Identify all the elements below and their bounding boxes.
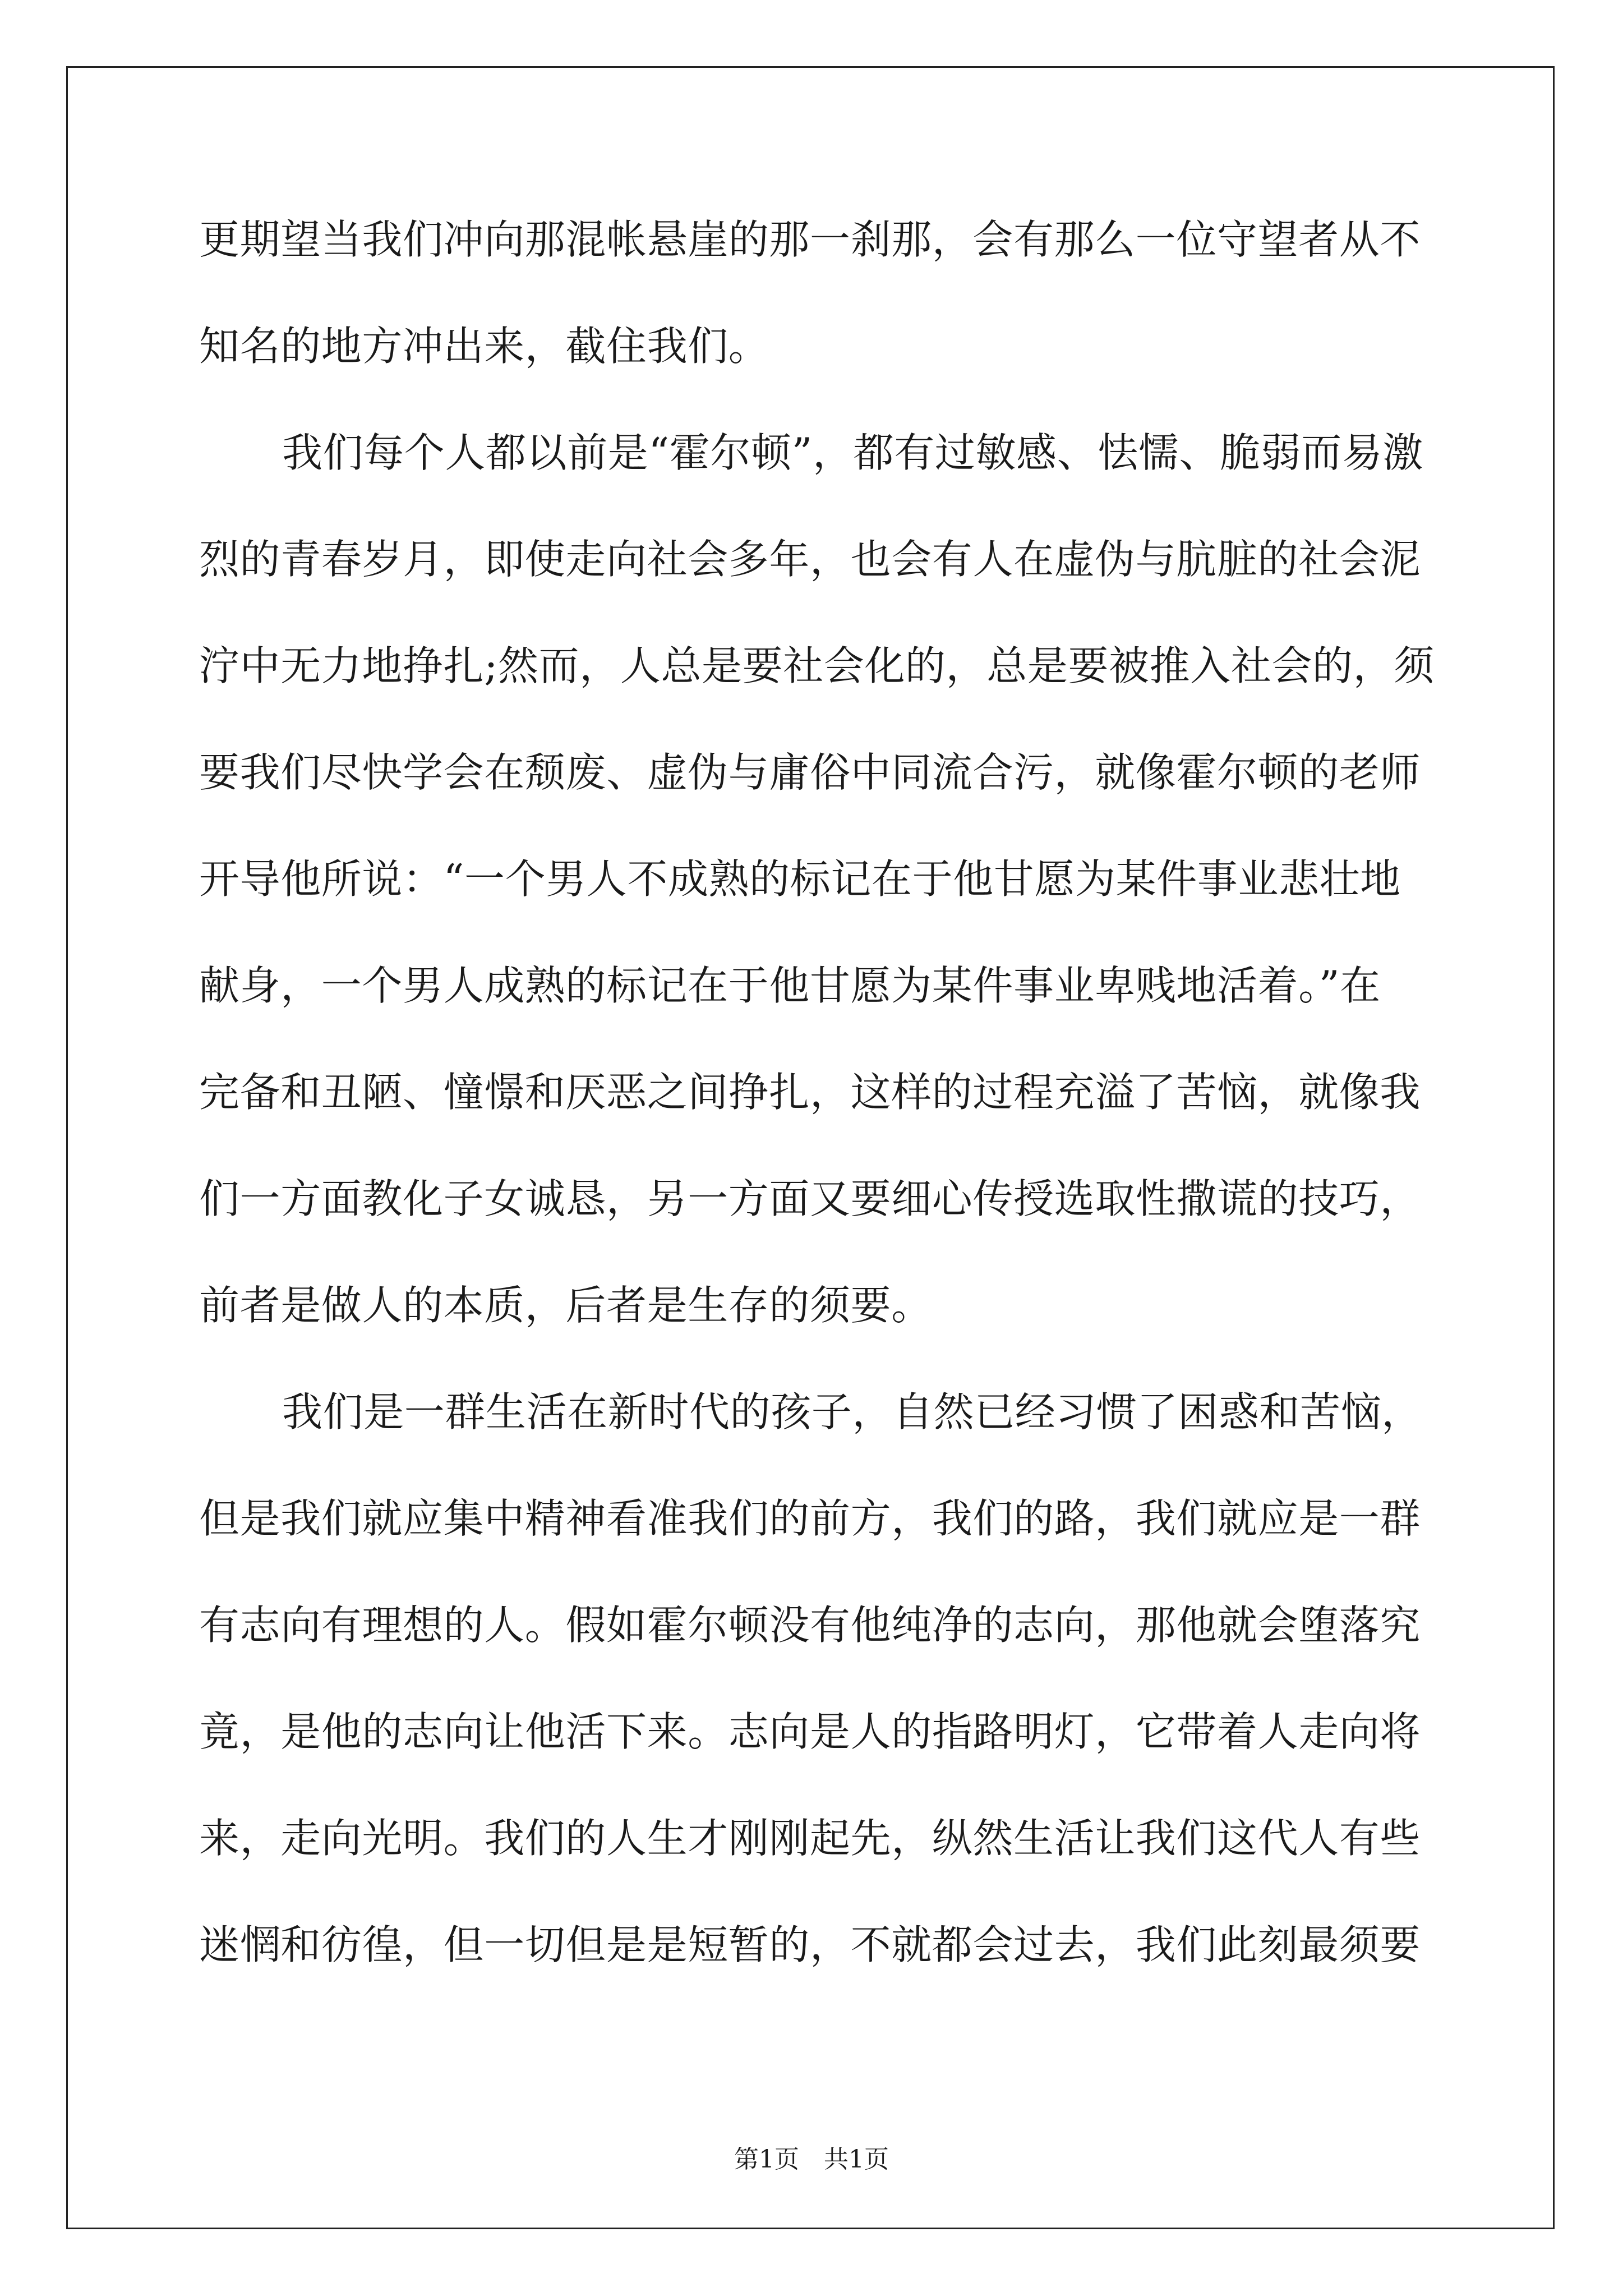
- page-footer: [0, 2143, 1623, 2177]
- page-total: 共1页: [824, 2145, 889, 2174]
- text-line: 更期望当我们冲向那混帐悬崖的那一刹那，会有那么一位守望者从不: [199, 216, 1421, 263]
- text-line: 前者是做人的本质，后者是生存的须要。: [199, 1282, 932, 1329]
- text-line: 竟，是他的志向让他活下来。志向是人的指路明灯，它带着人走向将: [199, 1708, 1421, 1755]
- text-line: 烈的青春岁月，即使走向社会多年，也会有人在虚伪与肮脏的社会泥: [199, 536, 1421, 583]
- text-line: 献身，一个男人成熟的标记在于他甘愿为某件事业卑贱地活着。”在: [199, 962, 1381, 1009]
- page-number: 第1页: [734, 2145, 799, 2174]
- text-line: 泞中无力地挣扎;然而，人总是要社会化的，总是要被推入社会的，须: [199, 642, 1435, 689]
- text-line: 们一方面教化子女诚恳，另一方面又要细心传授选取性撒谎的技巧，: [199, 1175, 1421, 1222]
- paragraph-start-line: 我们是一群生活在新时代的孩子，自然已经习惯了困惑和苦恼，: [282, 1388, 1422, 1435]
- text-line: 来，走向光明。我们的人生才刚刚起先，纵然生活让我们这代人有些: [199, 1815, 1421, 1862]
- paragraph-start-line: 我们每个人都以前是“霍尔顿”，都有过敏感、怯懦、脆弱而易激: [282, 429, 1424, 476]
- text-line: 有志向有理想的人。假如霍尔顿没有他纯净的志向，那他就会堕落究: [199, 1602, 1421, 1649]
- text-line: 但是我们就应集中精神看准我们的前方，我们的路，我们就应是一群: [199, 1495, 1421, 1542]
- text-line: 知名的地方冲出来，截住我们。: [199, 323, 769, 370]
- text-line: 开导他所说：“一个男人不成熟的标记在于他甘愿为某件事业悲壮地: [199, 855, 1401, 903]
- page-border: [66, 66, 1555, 2229]
- text-line: 完备和丑陋、憧憬和厌恶之间挣扎，这样的过程充溢了苦恼，就像我: [199, 1069, 1421, 1116]
- text-line: 迷惘和彷徨，但一切但是是短暂的，不就都会过去，我们此刻最须要: [199, 1921, 1421, 1968]
- text-line: 要我们尽快学会在颓废、虚伪与庸俗中同流合污，就像霍尔顿的老师: [199, 749, 1421, 796]
